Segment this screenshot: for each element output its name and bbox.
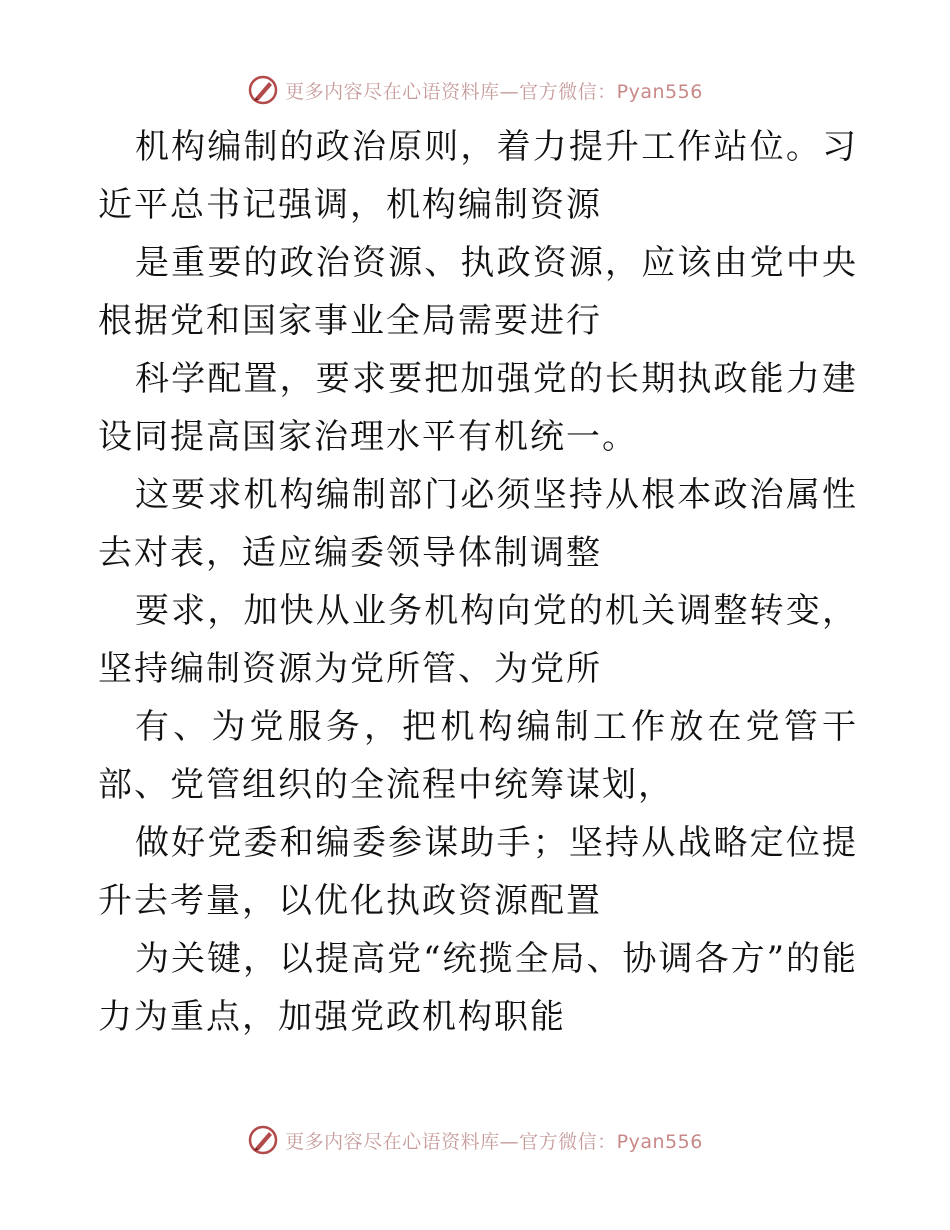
paragraph: 做好党委和编委参谋助手；坚持从战略定位提升去考量，以优化执政资源配置	[98, 823, 858, 921]
watermark-text: 更多内容尽在心语资料库—官方微信：Pyan556	[285, 1130, 703, 1153]
paragraph: 科学配置，要求要把加强党的长期执政能力建设同提高国家治理水平有机统一。	[98, 359, 858, 457]
watermark-wechat-id: Pyan556	[616, 1130, 703, 1153]
footer-watermark	[0, 1120, 950, 1160]
watermark-text: 更多内容尽在心语资料库—官方微信：Pyan556	[285, 80, 703, 103]
document-body	[98, 118, 858, 1046]
watermark-wechat-id: Pyan556	[616, 80, 703, 103]
paragraph: 机构编制的政治原则，着力提升工作站位。习近平总书记强调，机构编制资源	[98, 127, 858, 225]
paragraph: 要求，加快从业务机构向党的机关调整转变，坚持编制资源为党所管、为党所	[98, 591, 858, 689]
paragraph: 有、为党服务，把机构编制工作放在党管干部、党管组织的全流程中统筹谋划，	[98, 707, 858, 805]
paragraph: 为关键，以提高党“统揽全局、协调各方”的能力为重点，加强党政机构职能	[98, 939, 858, 1037]
pen-logo-icon	[247, 74, 279, 106]
header-watermark	[0, 70, 950, 110]
paragraph: 是重要的政治资源、执政资源，应该由党中央根据党和国家事业全局需要进行	[98, 243, 858, 341]
pen-logo-icon	[247, 1124, 279, 1156]
paragraph: 这要求机构编制部门必须坚持从根本政治属性去对表，适应编委领导体制调整	[98, 475, 858, 573]
